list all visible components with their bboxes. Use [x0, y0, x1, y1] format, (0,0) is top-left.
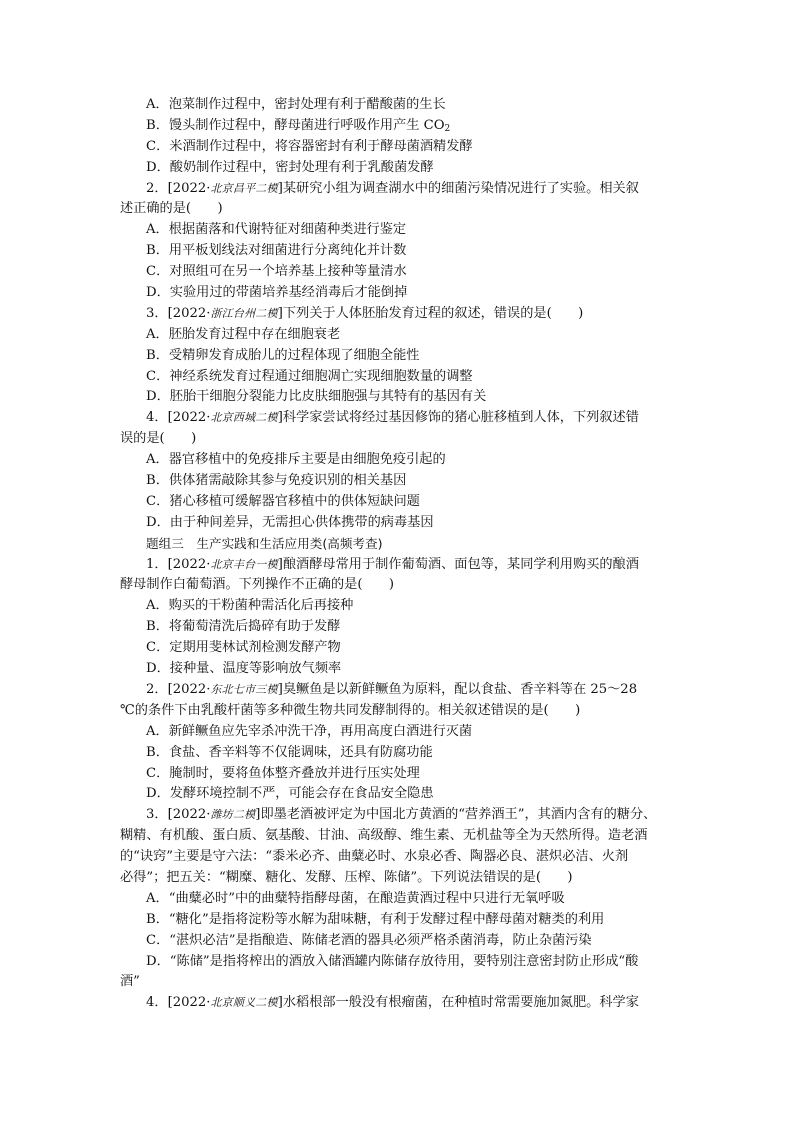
question-stem-cont: ℃的条件下由乳酸杆菌等多种微生物共同发酵制得的。相关叙述错误的是( )	[120, 702, 581, 718]
option-a: A．器官移植中的免疫排斥主要是由细胞免疫引起的	[146, 452, 446, 468]
question-source: 北京丰台一模	[210, 557, 278, 571]
section-heading: 题组三 生产实践和生活应用类(高频考查)	[146, 535, 383, 551]
option-text: B．馒头制作过程中，酵母菌进行呼吸作用产生 CO	[146, 117, 445, 133]
option-b: B．用平板划线法对细菌进行分离纯化并计数	[146, 243, 407, 259]
option-c: C．神经系统发育过程通过细胞凋亡实现细胞数量的调整	[146, 368, 473, 384]
option-b: B．受精卵发育成胎儿的过程体现了细胞全能性	[146, 347, 420, 363]
question-stem	[120, 993, 675, 1014]
question-number: 3．[2022·	[146, 807, 211, 823]
question-stem	[120, 179, 675, 200]
question-stem-cont: 的“诀窍”主要是守六法：“黍米必齐、曲糵必时、水泉必香、陶器必良、湛炽必洁、火剂	[120, 849, 629, 865]
question-stem	[120, 304, 675, 325]
document-page	[120, 95, 675, 1014]
question-stem-cont: 必得”；把五关：“糊糜、糖化、发酵、压榨、陈储”。下列说法错误的是( )	[120, 869, 573, 885]
question-stem-cont: 误的是( )	[120, 431, 197, 447]
question-text: ]水稻根部一般没有根瘤菌，在种植时常需要施加氮肥。科学家	[277, 995, 639, 1011]
question-stem-cont: 酵母制作白葡萄酒。下列操作不正确的是( )	[120, 577, 395, 593]
option-d: D．“陈储”是指将榨出的酒放入储酒罐内陈储存放待用，要特别注意密封防止形成“酸	[146, 953, 639, 969]
question-stem-cont: 糊精、有机酸、蛋白质、氨基酸、甘油、高级醇、维生素、无机盐等全为天然所得。造老酒	[120, 828, 648, 844]
option-a: A．泡菜制作过程中，密封处理有利于醋酸菌的生长	[146, 97, 446, 112]
option-d: D．由于种间差异，无需担心供体携带的病毒基因	[146, 514, 434, 530]
question-stem	[120, 805, 675, 826]
question-text: ]臭鳜鱼是以新鲜鳜鱼为原料，配以食盐、香辛料等在 25～28	[277, 681, 638, 697]
option-d-cont: 酒”	[120, 974, 140, 990]
option-c: C．腌制时，要将鱼体整齐叠放并进行压实处理	[146, 765, 420, 781]
option-a: A．胚胎发育过程中存在细胞衰老	[146, 326, 341, 342]
option-c: C．米酒制作过程中，将容器密封有利于酵母菌酒精发酵	[146, 138, 473, 154]
option-b: B．食盐、香辛料等不仅能调味，还具有防腐功能	[146, 744, 433, 760]
question-source: 北京西城二模	[210, 411, 278, 425]
question-source: 浙江台州二模	[210, 306, 278, 320]
question-stem	[120, 680, 675, 701]
option-c: C．定期用斐林试剂检测发酵产物	[146, 640, 341, 656]
option-b	[120, 116, 675, 137]
question-text: ]科学家尝试将经过基因修饰的猪心脏移植到人体，下列叙述错	[277, 410, 639, 426]
question-number: 4．[2022·	[146, 995, 211, 1011]
question-source: 北京昌平二模	[210, 181, 278, 195]
option-d: D．胚胎干细胞分裂能力比皮肤细胞强与其特有的基因有关	[146, 389, 487, 405]
question-source: 潍坊二模	[210, 808, 256, 822]
option-d: D．发酵环境控制不严，可能会存在食品安全隐患	[146, 786, 434, 802]
subscript: 2	[444, 123, 451, 134]
question-source: 东北七市三模	[210, 682, 278, 696]
option-d: D．酸奶制作过程中，密封处理有利于乳酸菌发酵	[146, 159, 434, 175]
option-c: C．猪心移植可缓解器官移植中的供体短缺问题	[146, 493, 420, 509]
question-stem	[120, 408, 675, 429]
question-text: ]某研究小组为调查湖水中的细菌污染情况进行了实验。相关叙	[277, 180, 639, 196]
option-c: C．“湛炽必洁”是指酿造、陈储老酒的器具必须严格杀菌消毒，防止杂菌污染	[146, 932, 592, 948]
question-text: ]下列关于人体胚胎发育过程的叙述，错误的是( )	[277, 305, 584, 321]
question-number: 2．[2022·	[146, 681, 211, 697]
option-d: D．实验用过的带菌培养基经消毒后才能倒掉	[146, 285, 408, 301]
question-number: 4．[2022·	[146, 410, 211, 426]
question-text: ]酿酒酵母常用于制作葡萄酒、面包等，某同学利用购买的酿酒	[277, 556, 639, 572]
option-b: B．“糖化”是指将淀粉等水解为甜味糖，有利于发酵过程中酵母菌对糖类的利用	[146, 911, 605, 927]
option-b: B．将葡萄清洗后捣碎有助于发酵	[146, 619, 341, 635]
option-c: C．对照组可在另一个培养基上接种等量清水	[146, 264, 407, 280]
option-d: D．接种量、温度等影响放气频率	[146, 661, 342, 677]
question-number: 1．[2022·	[146, 556, 211, 572]
option-a: A．“曲糵必时”中的曲糵特指酵母菌，在酿造黄酒过程中只进行无氧呼吸	[146, 890, 565, 906]
option-a: A．根据菌落和代谢特征对细菌种类进行鉴定	[146, 222, 407, 238]
option-a: A．新鲜鳜鱼应先宰杀冲洗干净，再用高度白酒进行灭菌	[146, 723, 473, 739]
question-stem-cont: 述正确的是( )	[120, 201, 223, 217]
question-text: ]即墨老酒被评定为中国北方黄酒的“营养酒王”，其酒内含有的糖分、	[255, 807, 657, 823]
question-source: 北京顺义二模	[210, 996, 278, 1010]
question-stem	[120, 555, 675, 576]
question-number: 2．[2022·	[146, 180, 211, 196]
option-b: B．供体猪需敲除其参与免疫识别的相关基因	[146, 473, 407, 489]
question-number: 3．[2022·	[146, 305, 211, 321]
option-a: A．购买的干粉菌种需活化后再接种	[146, 598, 354, 614]
